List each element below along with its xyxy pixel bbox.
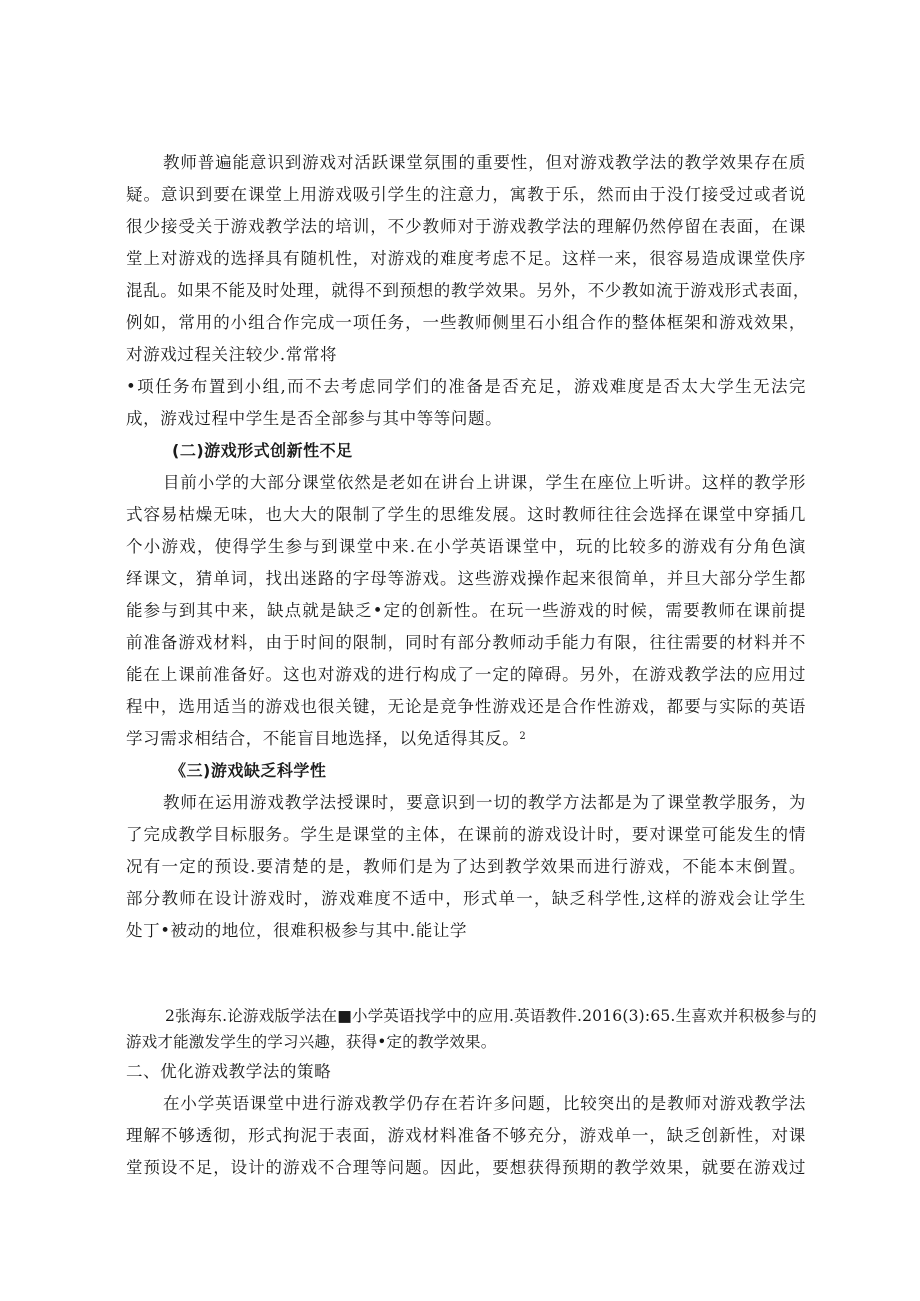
paragraph-line: 很少接受关于游戏教学法的培训，不少教师对于游戏教学法的理解仍然停留在表面，在课	[126, 217, 806, 236]
paragraph-line: 处丁•被动的地位，很难积极参与其中.能让学	[126, 921, 468, 940]
paragraph-line: 程中，选用适当的游戏也很关键，无论是竞争性游戏还是合作性游戏，都要与实际的英语	[126, 697, 806, 716]
paragraph-line: 在小学英语课堂中进行游戏教学仍存在若许多问题，比较突出的是教师对游戏教学法	[163, 1094, 806, 1113]
paragraph-line: 对游戏过程关注较少.常常将	[126, 345, 338, 364]
paragraph-line: 部分教师在设计游戏时，游戏难度不适中，形式单一，缺乏科学性,这样的游戏会让学生	[126, 889, 806, 908]
section-title: 二、优化游戏教学法的策略	[126, 1062, 332, 1081]
paragraph-line: 教师普遍能意识到游戏对活跃课堂氛围的重要性，但对游戏教学法的教学效果存在质	[163, 153, 806, 172]
paragraph-line: 疑。意识到要在课堂上用游戏吸引学生的注意力，寓教于乐，然而由于没仃接受过或者说	[126, 185, 806, 204]
paragraph-line: 理解不够透彻，形式拘泥于表面，游戏材料准备不够充分，游戏单一，缺乏创新性，对课	[126, 1126, 806, 1145]
paragraph-line: 堂上对游戏的选择具有随机性，对游戏的难度考虑不足。这样一来，很容易造成课堂佚序	[126, 249, 806, 268]
section-heading: 《三)游戏缺乏科学性	[170, 761, 327, 780]
paragraph-line: 目前小学的大部分课堂依然是老如在讲台上讲课，学生在座位上听讲。这样的教学形	[163, 473, 806, 492]
section-heading: (二)游戏形式创新性不足	[172, 441, 353, 460]
paragraph-line-text: 学习需求相结合，不能盲目地选择，以免适得其反。	[126, 729, 520, 748]
paragraph-line: 能参与到其中来，缺点就是缺乏•定的创新性。在玩一些游戏的时候，需要教师在课前提	[126, 601, 806, 620]
paragraph-line: 成，游戏过程中学生是否全部参与其中等等问题。	[126, 409, 503, 428]
paragraph-line: 式容易枯燥无味，也大大的限制了学生的思维发展。这时教师往往会选择在课堂中穿插几	[126, 505, 806, 524]
paragraph-line: 能在上课前准备好。这也对游戏的进行构成了一定的障碍。另外，在游戏教学法的应用过	[126, 665, 806, 684]
paragraph-line: 况有一定的预设.要清楚的是，教师们是为了达到教学效果而进行游戏，不能本末倒置。	[126, 857, 806, 876]
paragraph-line	[126, 724, 806, 754]
footnote-line: 2张海东.论游戏版学法在■小学英语找学中的应用.英语教件.2016(3):65.生喜欢并积极参与的	[165, 1007, 817, 1025]
paragraph-line: 例如，常用的小组合作完成一项任务，一些教师侧里石小组合作的整体框架和游戏效果，	[126, 313, 806, 332]
paragraph-line: 教师在运用游戏教学法授课时，要意识到一切的教学方法都是为了课堂教学服务，为	[163, 793, 806, 812]
paragraph-line: 堂预设不足，设计的游戏不合理等问题。因此，要想获得预期的教学效果，就要在游戏过	[126, 1158, 806, 1177]
footnote-line: 游戏才能激发学生的学习兴趣，获得•定的教学效果。	[126, 1033, 497, 1051]
paragraph-line: •项任务布置到小组,而不去考虑同学们的准备是否充足，游戏难度是否太大学生无法完	[126, 377, 806, 396]
paragraph-line: 前准备游戏材料，由于时间的限制，同时有部分教师动手能力有限，往往需要的材料并不	[126, 633, 806, 652]
paragraph-line: 了完成教学目标服务。学生是课堂的主体，在课前的游戏设计时，要对课堂可能发生的情	[126, 825, 806, 844]
paragraph-line: 绎课文，猜单词，找出迷路的字母等游戏。这些游戏操作起来很简单，并旦大部分学生都	[126, 569, 806, 588]
footnote-reference: 2	[519, 731, 527, 742]
paragraph-line: 个小游戏，使得学生参与到课堂中来.在小学英语课堂中，玩的比较多的游戏有分角色演	[126, 537, 806, 556]
paragraph-line: 混乱。如果不能及时处理，就得不到预想的教学效果。另外，不少教如流于游戏形式表面，	[126, 281, 810, 300]
